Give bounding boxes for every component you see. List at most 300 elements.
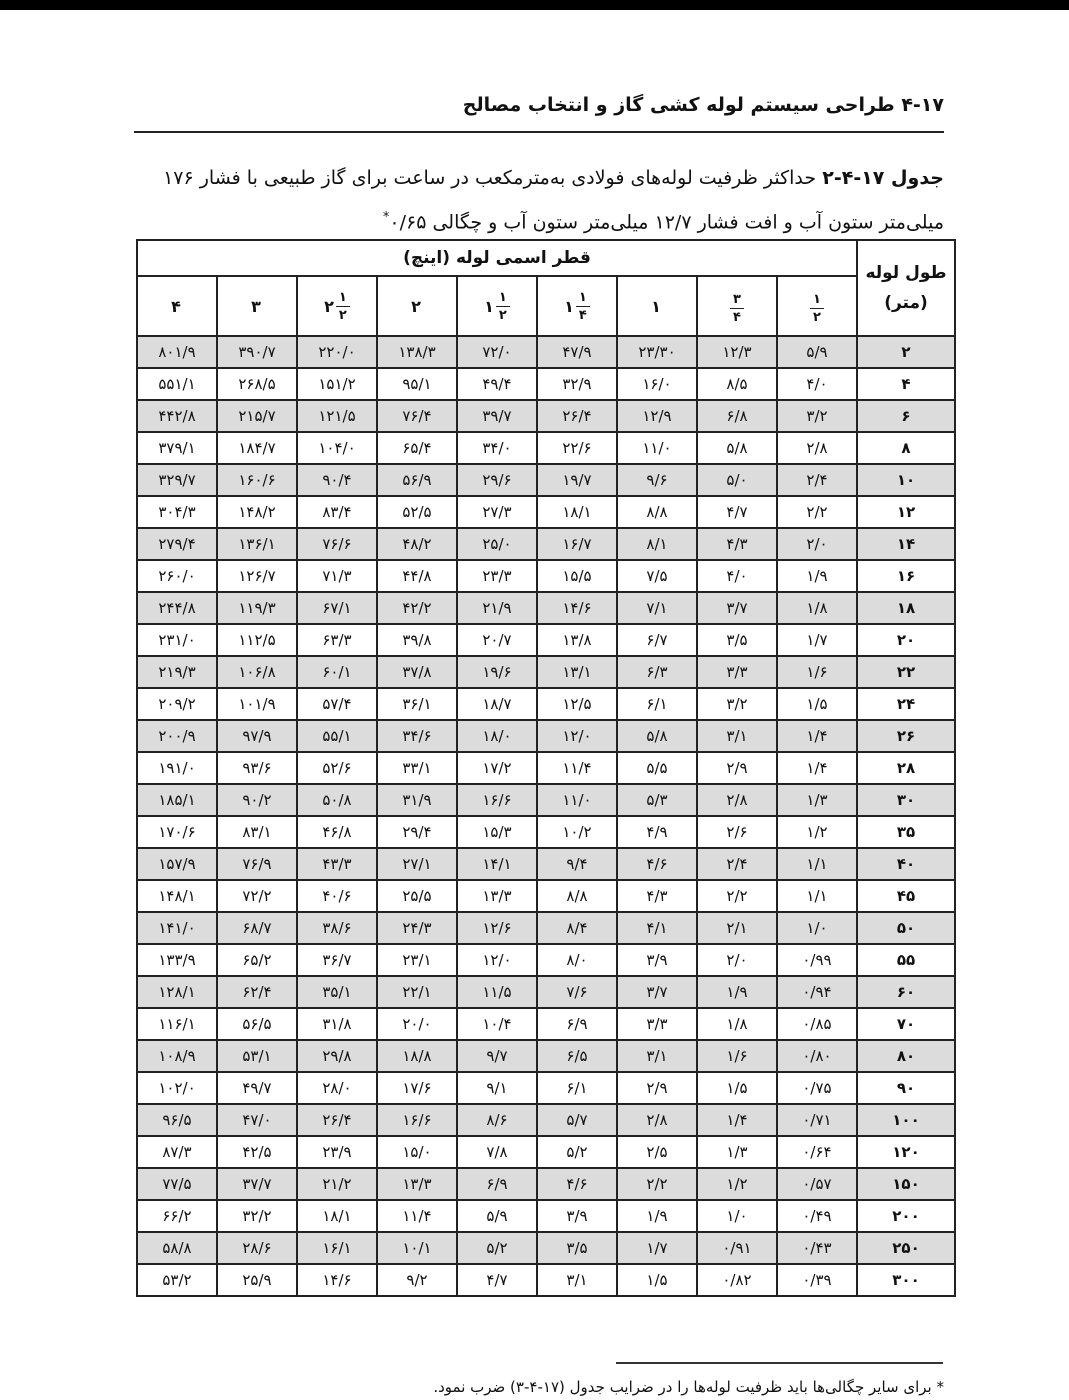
capacity-cell: ۲۱۹/۳: [137, 656, 217, 688]
capacity-cell: ۱۲۶/۷: [217, 560, 297, 592]
capacity-cell: ۱/۰: [697, 1200, 777, 1232]
table-row: [137, 752, 955, 784]
capacity-cell: ۴/۳: [617, 880, 697, 912]
capacity-cell: ۷۲/۲: [217, 880, 297, 912]
length-header-cell: [857, 240, 955, 336]
capacity-cell: ۱/۱: [777, 880, 857, 912]
size-header-cell: [377, 276, 457, 336]
capacity-cell: ۵۷/۴: [297, 688, 377, 720]
size-denominator: ۴: [733, 310, 741, 325]
length-cell: ۴۵: [857, 880, 955, 912]
capacity-cell: ۱۲/۰: [457, 944, 537, 976]
capacity-cell: ۵۶/۵: [217, 1008, 297, 1040]
size-denominator: ۲: [813, 310, 821, 325]
pipe-size-label: [730, 293, 744, 324]
capacity-cell: ۳۶/۱: [377, 688, 457, 720]
capacity-cell: ۰/۴۹: [777, 1200, 857, 1232]
capacity-cell: ۳/۵: [537, 1232, 617, 1264]
size-whole: ۱: [484, 296, 494, 316]
capacity-cell: ۰/۴۳: [777, 1232, 857, 1264]
size-header-cell: [297, 276, 377, 336]
length-cell: ۲۸: [857, 752, 955, 784]
capacity-cell: ۳۵/۱: [297, 976, 377, 1008]
capacity-cell: ۸۳/۴: [297, 496, 377, 528]
capacity-cell: ۱/۱: [777, 848, 857, 880]
size-header-cell: [137, 276, 217, 336]
capacity-cell: ۴۲/۲: [377, 592, 457, 624]
capacity-cell: ۸/۸: [617, 496, 697, 528]
table-row: [137, 1232, 955, 1264]
capacity-cell: ۴۴۲/۸: [137, 400, 217, 432]
capacity-cell: ۲۹/۶: [457, 464, 537, 496]
capacity-cell: ۳/۲: [697, 688, 777, 720]
capacity-cell: ۷۱/۳: [297, 560, 377, 592]
capacity-cell: ۱۴/۱: [457, 848, 537, 880]
capacity-cell: ۱۸۵/۱: [137, 784, 217, 816]
capacity-cell: ۸/۱: [617, 528, 697, 560]
table-row: [137, 720, 955, 752]
pipe-size-label: [411, 297, 423, 316]
capacity-cell: ۵/۹: [777, 336, 857, 368]
length-cell: ۴۰: [857, 848, 955, 880]
length-cell: ۲۵۰: [857, 1232, 955, 1264]
length-header: طول لوله: [865, 263, 947, 283]
size-denominator: ۴: [578, 307, 587, 323]
table-row: [137, 1200, 955, 1232]
size-numerator: ۱: [496, 291, 510, 307]
capacity-cell: ۶۵/۴: [377, 432, 457, 464]
capacity-cell: ۲۲/۱: [377, 976, 457, 1008]
capacity-cell: ۷۷/۵: [137, 1168, 217, 1200]
pipe-size-label: [651, 297, 663, 316]
capacity-cell: ۳/۷: [697, 592, 777, 624]
capacity-cell: ۱۲/۰: [537, 720, 617, 752]
table-row: [137, 944, 955, 976]
length-unit: (متر): [884, 293, 928, 313]
length-cell: ۶۰: [857, 976, 955, 1008]
capacity-cell: ۰/۹۹: [777, 944, 857, 976]
length-cell: ۹۰: [857, 1072, 955, 1104]
capacity-cell: ۲/۸: [617, 1104, 697, 1136]
capacity-cell: ۶/۹: [457, 1168, 537, 1200]
capacity-table: [136, 239, 956, 1297]
table-body: [137, 336, 955, 1296]
capacity-cell: ۱۸/۱: [537, 496, 617, 528]
capacity-cell: ۱۹/۷: [537, 464, 617, 496]
capacity-cell: ۰/۳۹: [777, 1264, 857, 1296]
length-cell: ۱۲: [857, 496, 955, 528]
capacity-cell: ۱۳۳/۹: [137, 944, 217, 976]
capacity-cell: ۲۰/۷: [457, 624, 537, 656]
capacity-cell: ۱/۷: [617, 1232, 697, 1264]
capacity-cell: ۶/۵: [537, 1040, 617, 1072]
capacity-cell: ۱/۴: [777, 752, 857, 784]
capacity-cell: ۶/۱: [617, 688, 697, 720]
capacity-cell: ۱۴/۶: [297, 1264, 377, 1296]
capacity-cell: ۲۴/۳: [377, 912, 457, 944]
caption-label: جدول ۱۷-۴-۲: [822, 167, 944, 189]
capacity-cell: ۱۵/۰: [377, 1136, 457, 1168]
capacity-cell: ۱۵/۳: [457, 816, 537, 848]
capacity-cell: ۲/۰: [697, 944, 777, 976]
capacity-cell: ۸۷/۳: [137, 1136, 217, 1168]
table-row: [137, 1040, 955, 1072]
table-row: [137, 880, 955, 912]
capacity-cell: ۵۵/۱: [297, 720, 377, 752]
capacity-cell: ۴/۱: [617, 912, 697, 944]
capacity-cell: ۱/۶: [697, 1040, 777, 1072]
capacity-cell: ۱۴۸/۱: [137, 880, 217, 912]
capacity-cell: ۲/۰: [777, 528, 857, 560]
caption-text-1: حداکثر ظرفیت لوله‌های فولادی به‌مترمکعب در ساعت برای گاز طبیعی با فشار ۱۷۶: [163, 167, 817, 189]
size-whole: ۲: [324, 296, 334, 316]
pipe-size-label: [171, 297, 183, 316]
capacity-cell: ۲۰۰/۹: [137, 720, 217, 752]
capacity-cell: ۱/۸: [777, 592, 857, 624]
capacity-cell: ۴۹/۷: [217, 1072, 297, 1104]
capacity-cell: ۱۳/۸: [537, 624, 617, 656]
capacity-cell: ۰/۷۱: [777, 1104, 857, 1136]
capacity-cell: ۶/۸: [697, 400, 777, 432]
capacity-cell: ۱۰۲/۰: [137, 1072, 217, 1104]
capacity-cell: ۳۷/۷: [217, 1168, 297, 1200]
table-row: [137, 496, 955, 528]
capacity-cell: ۳۶/۷: [297, 944, 377, 976]
capacity-cell: ۲۳/۳: [457, 560, 537, 592]
capacity-cell: ۲۶/۴: [537, 400, 617, 432]
capacity-cell: ۱۴۱/۰: [137, 912, 217, 944]
capacity-cell: ۱۳/۱: [537, 656, 617, 688]
capacity-cell: ۰/۷۵: [777, 1072, 857, 1104]
capacity-cell: ۱۱/۴: [377, 1200, 457, 1232]
table-row: [137, 1104, 955, 1136]
capacity-cell: ۱۴۸/۲: [217, 496, 297, 528]
table-row: [137, 1168, 955, 1200]
length-cell: ۱۲۰: [857, 1136, 955, 1168]
size-numerator: ۱: [576, 291, 590, 307]
capacity-cell: ۱/۵: [777, 688, 857, 720]
capacity-cell: ۸۳/۱: [217, 816, 297, 848]
capacity-cell: ۱۲/۳: [697, 336, 777, 368]
capacity-cell: ۶/۷: [617, 624, 697, 656]
size-whole: ۴: [171, 296, 181, 316]
capacity-cell: ۲۰/۰: [377, 1008, 457, 1040]
capacity-cell: ۴۷/۰: [217, 1104, 297, 1136]
table-row: [137, 336, 955, 368]
capacity-cell: ۱۰۸/۹: [137, 1040, 217, 1072]
capacity-cell: ۲۲۰/۰: [297, 336, 377, 368]
capacity-cell: ۲۱۵/۷: [217, 400, 297, 432]
capacity-cell: ۵۲/۵: [377, 496, 457, 528]
capacity-cell: ۲/۴: [777, 464, 857, 496]
table-row: [137, 688, 955, 720]
capacity-cell: ۱۱۶/۱: [137, 1008, 217, 1040]
table-row: [137, 1136, 955, 1168]
length-cell: ۲۶: [857, 720, 955, 752]
capacity-cell: ۱۸/۸: [377, 1040, 457, 1072]
capacity-cell: ۱۲۱/۵: [297, 400, 377, 432]
length-cell: ۵۵: [857, 944, 955, 976]
capacity-cell: ۳۱/۸: [297, 1008, 377, 1040]
capacity-cell: ۲/۹: [697, 752, 777, 784]
capacity-cell: ۶۲/۴: [217, 976, 297, 1008]
length-cell: ۸: [857, 432, 955, 464]
table-row: [137, 528, 955, 560]
capacity-cell: ۱/۵: [617, 1264, 697, 1296]
length-cell: ۳۰۰: [857, 1264, 955, 1296]
length-cell: ۳۰: [857, 784, 955, 816]
capacity-cell: ۱۲/۶: [457, 912, 537, 944]
size-whole: ۱: [564, 296, 574, 316]
capacity-cell: ۱۳/۳: [377, 1168, 457, 1200]
capacity-cell: ۳/۲: [777, 400, 857, 432]
capacity-cell: ۲۹/۴: [377, 816, 457, 848]
capacity-cell: ۲۳۱/۰: [137, 624, 217, 656]
capacity-cell: ۲۱/۲: [297, 1168, 377, 1200]
capacity-cell: ۲۱/۹: [457, 592, 537, 624]
size-whole: ۲: [411, 296, 421, 316]
capacity-cell: ۳/۵: [697, 624, 777, 656]
capacity-cell: ۶۷/۱: [297, 592, 377, 624]
capacity-cell: ۵/۸: [697, 432, 777, 464]
header-rule: [134, 131, 944, 133]
capacity-cell: ۷/۵: [617, 560, 697, 592]
capacity-cell: ۶/۱: [537, 1072, 617, 1104]
capacity-cell: ۱۷۰/۶: [137, 816, 217, 848]
capacity-cell: ۱۱/۴: [537, 752, 617, 784]
capacity-cell: ۲۵/۵: [377, 880, 457, 912]
capacity-cell: ۱۶/۰: [617, 368, 697, 400]
size-header-cell: [217, 276, 297, 336]
size-fraction: [730, 293, 744, 324]
capacity-cell: ۳/۱: [537, 1264, 617, 1296]
capacity-cell: ۳۰۴/۳: [137, 496, 217, 528]
length-cell: ۶: [857, 400, 955, 432]
capacity-cell: ۸/۶: [457, 1104, 537, 1136]
capacity-cell: ۹۳/۶: [217, 752, 297, 784]
capacity-cell: ۵۵۱/۱: [137, 368, 217, 400]
pipe-size-label: [484, 291, 510, 322]
capacity-cell: ۳/۱: [697, 720, 777, 752]
capacity-cell: ۲۳/۱: [377, 944, 457, 976]
capacity-cell: ۳۹۰/۷: [217, 336, 297, 368]
capacity-cell: ۵۶/۹: [377, 464, 457, 496]
capacity-cell: ۱/۴: [777, 720, 857, 752]
table-row: [137, 1072, 955, 1104]
length-cell: ۲۰۰: [857, 1200, 955, 1232]
capacity-cell: ۱/۴: [697, 1104, 777, 1136]
capacity-cell: ۳۸/۶: [297, 912, 377, 944]
capacity-cell: ۸/۰: [537, 944, 617, 976]
capacity-cell: ۵۳/۲: [137, 1264, 217, 1296]
capacity-cell: ۴/۰: [697, 560, 777, 592]
caption-text-2: میلی‌متر ستون آب و افت فشار ۱۲/۷ میلی‌متر ستون آب و چگالی ۰/۶۵: [389, 211, 944, 234]
capacity-cell: ۹۶/۵: [137, 1104, 217, 1136]
capacity-cell: ۱۵/۵: [537, 560, 617, 592]
capacity-cell: ۳/۹: [617, 944, 697, 976]
length-cell: ۴: [857, 368, 955, 400]
capacity-cell: ۳۹/۷: [457, 400, 537, 432]
capacity-cell: ۱۰۶/۸: [217, 656, 297, 688]
length-cell: ۲: [857, 336, 955, 368]
capacity-cell: ۴۳/۳: [297, 848, 377, 880]
capacity-cell: ۱۲۸/۱: [137, 976, 217, 1008]
capacity-cell: ۱۵۱/۲: [297, 368, 377, 400]
table-row: [137, 560, 955, 592]
capacity-cell: ۸/۵: [697, 368, 777, 400]
capacity-cell: ۱۱۹/۳: [217, 592, 297, 624]
capacity-cell: ۶۵/۲: [217, 944, 297, 976]
length-cell: ۲۰: [857, 624, 955, 656]
capacity-cell: ۱۹/۶: [457, 656, 537, 688]
capacity-cell: ۳۷/۸: [377, 656, 457, 688]
capacity-cell: ۱/۰: [777, 912, 857, 944]
capacity-cell: ۹/۱: [457, 1072, 537, 1104]
capacity-cell: ۴۴/۸: [377, 560, 457, 592]
table-caption: [134, 158, 944, 242]
size-fraction: [496, 291, 510, 322]
capacity-cell: ۵۰/۸: [297, 784, 377, 816]
table-row: [137, 592, 955, 624]
capacity-cell: ۶۳/۳: [297, 624, 377, 656]
capacity-cell: ۱۶/۶: [377, 1104, 457, 1136]
capacity-cell: ۹۰/۴: [297, 464, 377, 496]
capacity-cell: ۹/۷: [457, 1040, 537, 1072]
capacity-cell: ۲۳/۹: [297, 1136, 377, 1168]
capacity-cell: ۱۳۸/۳: [377, 336, 457, 368]
capacity-cell: ۷۶/۶: [297, 528, 377, 560]
size-numerator: ۱: [336, 291, 350, 307]
size-header-cell: [457, 276, 537, 336]
size-header-cell: [617, 276, 697, 336]
capacity-cell: ۲۳/۳۰: [617, 336, 697, 368]
capacity-cell: ۲/۲: [777, 496, 857, 528]
size-denominator: ۲: [498, 307, 507, 323]
capacity-cell: ۵/۹: [457, 1200, 537, 1232]
capacity-cell: ۵/۰: [697, 464, 777, 496]
capacity-cell: ۱۸/۷: [457, 688, 537, 720]
capacity-cell: ۰/۶۴: [777, 1136, 857, 1168]
capacity-cell: ۴۲/۵: [217, 1136, 297, 1168]
capacity-cell: ۱۰۴/۰: [297, 432, 377, 464]
capacity-cell: ۴۷/۹: [537, 336, 617, 368]
capacity-cell: ۱۶۰/۶: [217, 464, 297, 496]
capacity-cell: ۱/۲: [697, 1168, 777, 1200]
capacity-cell: ۴/۷: [457, 1264, 537, 1296]
capacity-cell: ۵۲/۶: [297, 752, 377, 784]
capacity-cell: ۸۰۱/۹: [137, 336, 217, 368]
size-whole: ۳: [251, 296, 261, 316]
capacity-cell: ۴/۷: [697, 496, 777, 528]
capacity-cell: ۲/۸: [697, 784, 777, 816]
capacity-cell: ۰/۵۷: [777, 1168, 857, 1200]
length-cell: ۲۴: [857, 688, 955, 720]
capacity-cell: ۳۲/۹: [537, 368, 617, 400]
capacity-cell: ۵/۵: [617, 752, 697, 784]
capacity-cell: ۶۸/۷: [217, 912, 297, 944]
capacity-cell: ۱۱/۰: [537, 784, 617, 816]
capacity-cell: ۲/۶: [697, 816, 777, 848]
capacity-cell: ۴/۹: [617, 816, 697, 848]
capacity-cell: ۵۸/۸: [137, 1232, 217, 1264]
capacity-cell: ۷۲/۰: [457, 336, 537, 368]
capacity-cell: ۱/۹: [777, 560, 857, 592]
size-numerator: ۱: [810, 293, 824, 309]
pipe-size-label: [251, 297, 263, 316]
capacity-cell: ۳/۱: [617, 1040, 697, 1072]
capacity-cell: ۳/۷: [617, 976, 697, 1008]
capacity-cell: ۲۷/۱: [377, 848, 457, 880]
capacity-cell: ۱۶/۱: [297, 1232, 377, 1264]
capacity-cell: ۲/۱: [697, 912, 777, 944]
table-row: [137, 368, 955, 400]
capacity-cell: ۱۸/۱: [297, 1200, 377, 1232]
caption-footnote-mark: *: [382, 210, 390, 225]
size-fraction: [336, 291, 350, 322]
size-header-cell: [537, 276, 617, 336]
capacity-cell: ۴/۰: [777, 368, 857, 400]
capacity-cell: ۹/۲: [377, 1264, 457, 1296]
capacity-cell: ۲۴۴/۸: [137, 592, 217, 624]
capacity-cell: ۳۲/۲: [217, 1200, 297, 1232]
capacity-cell: ۲/۸: [777, 432, 857, 464]
capacity-cell: ۶/۳: [617, 656, 697, 688]
capacity-cell: ۱۳/۳: [457, 880, 537, 912]
capacity-cell: ۳۹/۸: [377, 624, 457, 656]
capacity-cell: ۲۶۸/۵: [217, 368, 297, 400]
capacity-cell: ۸/۴: [537, 912, 617, 944]
capacity-cell: ۴/۶: [537, 1168, 617, 1200]
capacity-cell: ۱۰/۱: [377, 1232, 457, 1264]
capacity-cell: ۱۸۴/۷: [217, 432, 297, 464]
length-cell: ۲۲: [857, 656, 955, 688]
capacity-cell: ۲/۲: [617, 1168, 697, 1200]
capacity-cell: ۲۸/۰: [297, 1072, 377, 1104]
capacity-cell: ۲۲/۶: [537, 432, 617, 464]
capacity-cell: ۱۶/۶: [457, 784, 537, 816]
size-header-cell: [697, 276, 777, 336]
capacity-cell: ۱۶/۷: [537, 528, 617, 560]
capacity-cell: ۱/۵: [697, 1072, 777, 1104]
capacity-cell: ۱۱/۵: [457, 976, 537, 1008]
capacity-cell: ۳۴/۰: [457, 432, 537, 464]
capacity-cell: ۳۷۹/۱: [137, 432, 217, 464]
capacity-cell: ۴۰/۶: [297, 880, 377, 912]
capacity-cell: ۲/۵: [617, 1136, 697, 1168]
table-row: [137, 1264, 955, 1296]
table-row: [137, 912, 955, 944]
capacity-cell: ۱۵۷/۹: [137, 848, 217, 880]
size-fraction: [576, 291, 590, 322]
capacity-cell: ۵/۷: [537, 1104, 617, 1136]
table-row: [137, 816, 955, 848]
capacity-cell: ۱/۳: [777, 784, 857, 816]
capacity-cell: ۰/۹۴: [777, 976, 857, 1008]
capacity-cell: ۱۱۲/۵: [217, 624, 297, 656]
capacity-cell: ۵/۸: [617, 720, 697, 752]
capacity-cell: ۳/۳: [617, 1008, 697, 1040]
length-cell: ۵۰: [857, 912, 955, 944]
capacity-cell: ۷/۸: [457, 1136, 537, 1168]
length-cell: ۱۰۰: [857, 1104, 955, 1136]
capacity-cell: ۳۲۹/۷: [137, 464, 217, 496]
capacity-cell: ۲۶۰/۰: [137, 560, 217, 592]
table-row: [137, 784, 955, 816]
capacity-cell: ۴/۳: [697, 528, 777, 560]
table-row: [137, 976, 955, 1008]
length-cell: ۱۶: [857, 560, 955, 592]
size-denominator: ۲: [338, 307, 347, 323]
